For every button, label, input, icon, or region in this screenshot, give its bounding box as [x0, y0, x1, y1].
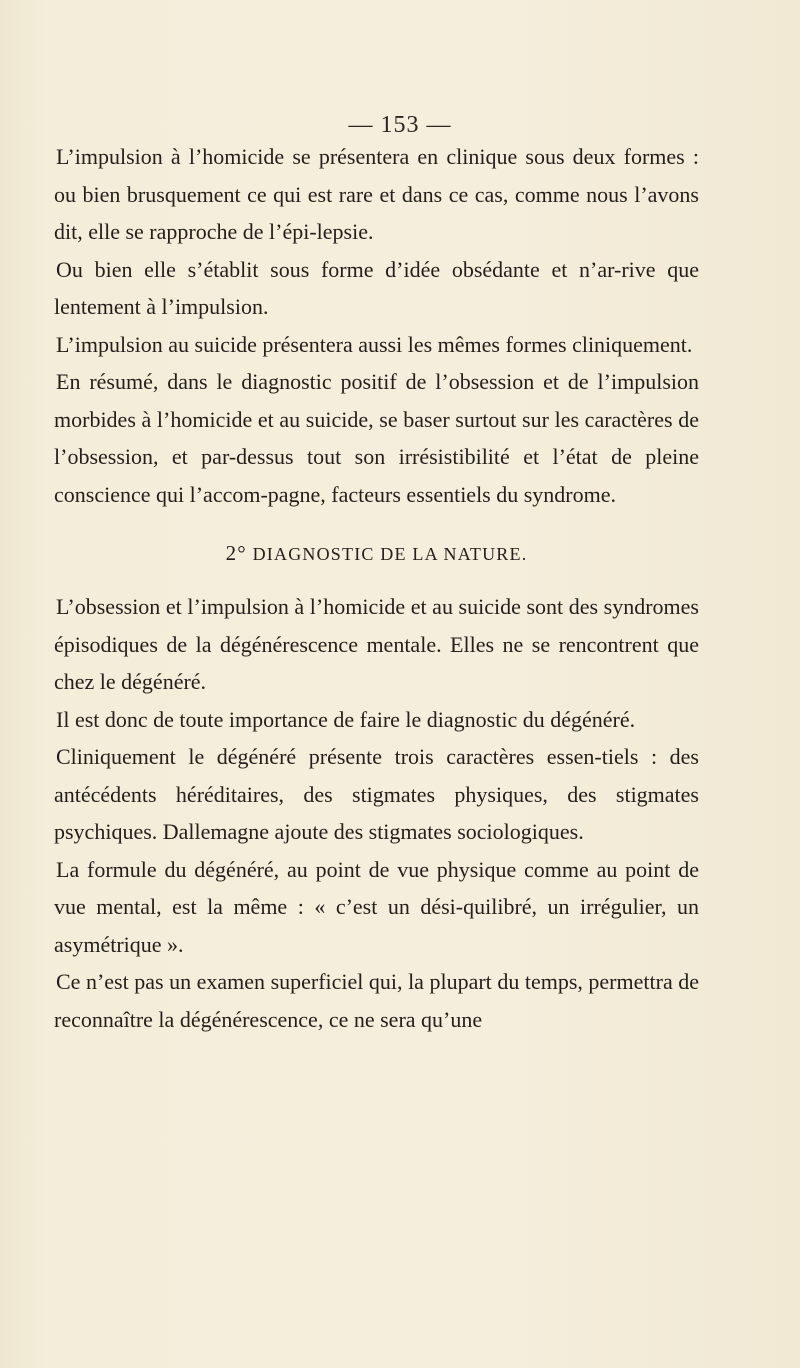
paragraph: Cliniquement le dégénéré présente trois caractères essen-tiels : des antécédents héréditaires, des stigmates physiques, des stigmates psychiques. Dallemagne ajoute des stigmates sociologiques.	[54, 744, 699, 844]
section-title: DIAGNOSTIC DE LA NATURE.	[252, 544, 528, 564]
page-number: — 153 —	[348, 112, 452, 138]
paragraph: L’impulsion à l’homicide se présentera en clinique sous deux formes : ou bien brusquement ce qui est rare et dans ce cas, comme nous l’avons dit, elle se rapproche de l’épi-lepsie.	[54, 144, 699, 244]
paragraph: Ce n’est pas un examen superficiel qui, la plupart du temps, permettra de reconnaître la dégénérescence, ce ne sera qu’une	[54, 969, 699, 1032]
paragraph: La formule du dégénéré, au point de vue physique comme au point de vue mental, est la même : « c’est un dési-quilibré, un irrégulier, un asymétrique ».	[54, 856, 699, 957]
paragraph: Ou bien elle s’établit sous forme d’idée obsédante et n’ar-rive que lentement à l’impulsion.	[54, 256, 699, 319]
paragraph: L’obsession et l’impulsion à l’homicide et au suicide sont des syndromes épisodiques de la dégénérescence mentale. Elles ne se rencontrent que chez le dégénéré.	[54, 594, 699, 694]
body-text	[54, 138, 699, 1038]
section-heading	[54, 513, 699, 588]
paragraph: En résumé, dans le diagnostic positif de l’obsession et de l’impulsion morbides à l’homicide et au suicide, se baser surtout sur les caractères de l’obsession, et par-dessus tout son irrésistibilité et l’état de pleine conscience qui l’accom-pagne, facteurs essentiels du syndrome.	[54, 369, 699, 507]
paragraph: L’impulsion au suicide présentera aussi les mêmes formes cliniquement.	[56, 331, 693, 357]
paragraph: Il est donc de toute importance de faire le diagnostic du dégénéré.	[56, 706, 636, 732]
section-number: 2°	[225, 541, 247, 565]
